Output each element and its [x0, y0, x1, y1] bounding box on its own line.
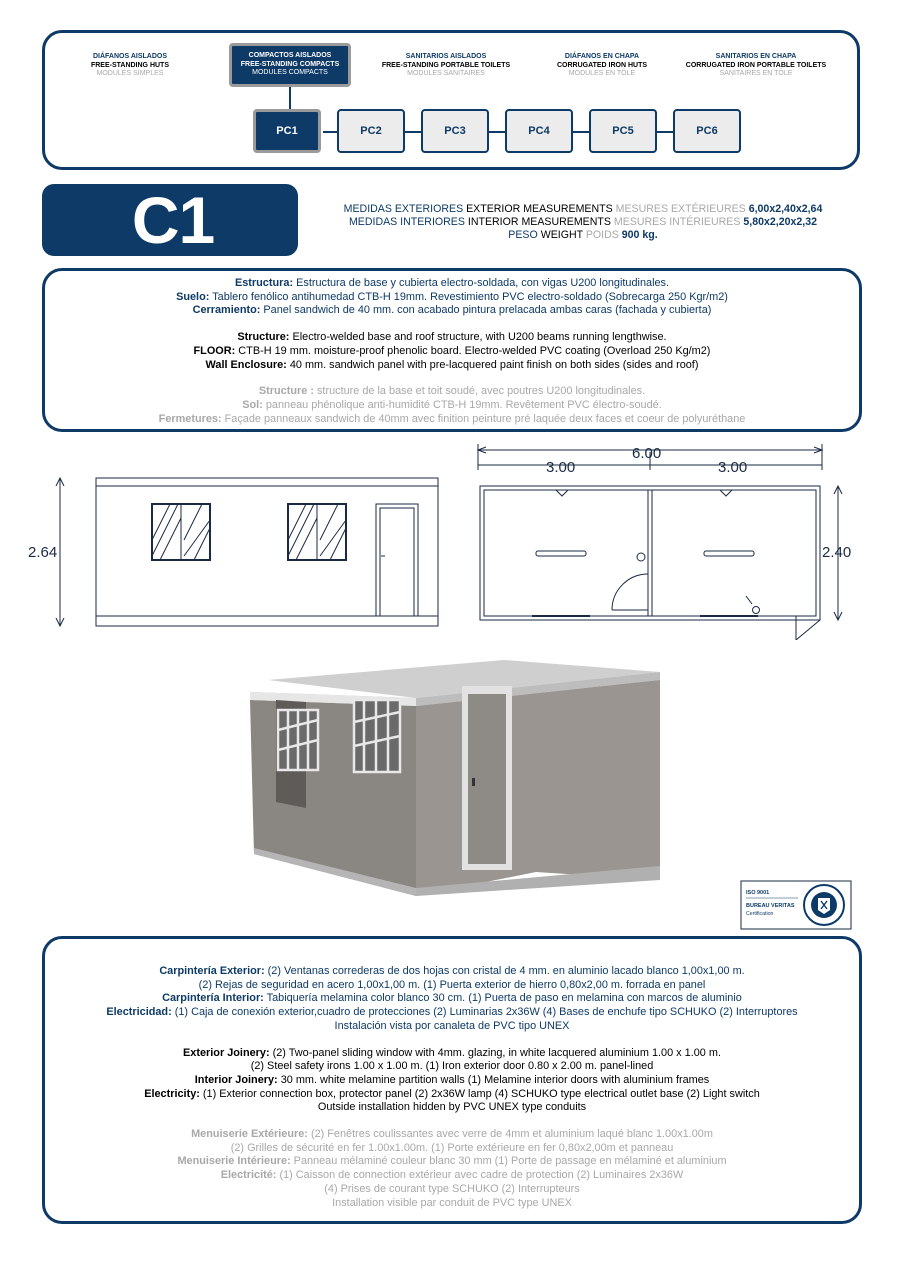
spec-line: Structure: Electro-welded base and roof structure, with U200 beams running lengthwise.	[237, 331, 667, 344]
product-navigation-panel	[42, 30, 860, 170]
category-corrugated-iron-toilets[interactable]: SANITARIOS EN CHAPA CORRUGATED IRON PORTABLE TOILETS SANITAIRES EN TÔLE	[685, 53, 827, 77]
spec-line: Menuiserie Intérieure: Panneau mélaminé couleur blanc 30 mm (1) Porte de passage en mélaminé et aluminium	[177, 1155, 727, 1168]
spec-line: Carpintería Interior: Tabiquería melamina color blanco 30 cm. (1) Puerta de paso en melamina con marcos de aluminio	[162, 992, 742, 1005]
spec-line: Sol: panneau phénolique anti-humidité CTB-H 19mm. Revêtement PVC électro-soudé.	[242, 398, 662, 411]
bureau-veritas-certification-logo	[740, 880, 852, 930]
elevation-drawing	[56, 478, 438, 626]
category-free-standing-compacts[interactable]: COMPACTOS AISLADOS FREE-STANDING COMPACTS MODULES COMPACTS	[229, 43, 351, 87]
model-tab-pc6[interactable]: PC6	[673, 109, 741, 153]
spec-line: Interior Joinery: 30 mm. white melamine partition walls (1) Melamine interior doors with aluminium frames	[194, 1073, 710, 1086]
model-code: C1	[131, 183, 215, 257]
model-tab-pc4[interactable]: PC4	[505, 109, 573, 153]
spec-line: Carpintería Exterior: (2) Ventanas correderas de dos hojas con cristal de 4 mm. en aluminio lacado blanco 1,00x1,00 m.	[159, 965, 745, 977]
product-photo	[236, 658, 666, 898]
total-length-label: 6.00	[632, 445, 662, 462]
cert-company-label: BUREAU VERITAS	[746, 903, 795, 909]
floor-plan-drawing	[478, 444, 842, 640]
spec-line: (2) Grilles de sécurité en fer 1.00x1.00m. (1) Porte extérieure en fer 0,80x2,00m et panneau	[230, 1141, 674, 1154]
spec-line: Wall Enclosure: 40 mm. sandwich panel with pre-lacquered paint finish on both sides (sides and roof)	[205, 358, 699, 371]
height-dimension-label: 2.64	[28, 544, 58, 561]
spec-line: Electricity: (1) Exterior connection box, protector panel (2) 2x36W lamp (4) SCHUKO type electrical outlet base (2) Light switch	[144, 1087, 760, 1100]
width-dimension-label: 2.40	[822, 544, 852, 561]
structure-specs-panel	[42, 268, 862, 432]
measurements-block	[300, 203, 866, 242]
technical-drawings	[0, 440, 906, 640]
half-length-label: 3.00	[718, 459, 748, 476]
bureau-veritas-seal-icon	[804, 885, 844, 925]
category-free-standing-portable-toilets[interactable]: SANITARIOS AISLADOS FREE-STANDING PORTABLE TOILETS MODULES SANITAIRES	[381, 53, 511, 77]
spec-line: FLOOR: CTB-H 19 mm. moisture-proof phenolic board. Electro-welded PVC coating (Overload 250 Kg/m2)	[193, 344, 711, 357]
spec-line: Fermetures: Façade panneaux sandwich de 40mm avec finition peinture pré laquée deux faces et coeur de polyuréthane	[158, 412, 746, 425]
category-corrugated-iron-huts[interactable]: DIÁFANOS EN CHAPA CORRUGATED IRON HUTS MODULES EN TÔLE	[556, 53, 648, 77]
model-tab-pc1[interactable]: PC1	[253, 109, 321, 153]
category-free-standing-huts[interactable]: DIÁFANOS AISLADOS FREE-STANDING HUTS MODULES SIMPLES	[90, 53, 170, 77]
connector-line	[289, 87, 291, 109]
joinery-specs-panel	[42, 936, 862, 1224]
weight: PESO WEIGHT POIDS 900 kg.	[508, 229, 658, 241]
half-length-label: 3.00	[546, 459, 576, 476]
spec-line: Estructura: Estructura de base y cubierta electro-soldada, con vigas U200 longitudinales.	[234, 277, 670, 289]
cert-iso-label: ISO 9001	[746, 890, 770, 896]
exterior-measurements: MEDIDAS EXTERIORES EXTERIOR MEASUREMENTS MESURES EXTÉRIEURES 6,00x2,40x2,64	[343, 203, 823, 215]
spec-line: (2) Steel safety irons 1.00 x 1.00 m. (1) Iron exterior door 0.80 x 2.00 m. panel-lined	[250, 1060, 654, 1073]
interior-measurements: MEDIDAS INTERIORES INTERIOR MEASUREMENTS MESURES INTÉRIEURES 5,80x2,20x2,32	[348, 216, 818, 228]
cert-certification-label: Certification	[746, 911, 774, 917]
spec-line: Structure : structure de la base et toit soudé, avec poutres U200 longitudinales.	[258, 385, 646, 398]
spec-line: Installation visible par conduit de PVC type UNEX	[332, 1196, 572, 1209]
window-right	[354, 700, 400, 772]
spec-line: Electricité: (1) Caisson de connection extérieur avec cadre de protection (2) Luminaires 2x36W	[220, 1169, 684, 1182]
model-tab-pc3[interactable]: PC3	[421, 109, 489, 153]
model-tab-pc2[interactable]: PC2	[337, 109, 405, 153]
entrance-door	[462, 686, 512, 870]
spec-line: Outside installation hidden by PVC UNEX type conduits	[317, 1101, 587, 1114]
spec-line: Electricidad: (1) Caja de conexión exterior,cuadro de protecciones (2) Luminarias 2x36W (4) Bases de enchufe tipo SCHUKO (2) Interruptores	[106, 1006, 798, 1019]
spec-line: Cerramiento: Panel sandwich de 40 mm. con acabado pintura prelacada ambas caras (fachada y cubierta)	[192, 304, 712, 317]
spec-line: (2) Rejas de seguridad en acero 1,00x1,00 m. (1) Puerta exterior de hierro 0,80x2,00 m. forrada en panel	[198, 978, 706, 991]
spec-line: Instalación vista por canaleta de PVC tipo UNEX	[334, 1019, 570, 1032]
model-tab-pc5[interactable]: PC5	[589, 109, 657, 153]
spec-line: (4) Prises de courant type SCHUKO (2) Interrupteurs	[324, 1182, 580, 1195]
spec-line: Menuiserie Extérieure: (2) Fenêtres coulissantes avec verre de 4mm et aluminium laqué blanc 1.00x1.00m	[191, 1128, 713, 1141]
spec-line: Suelo: Tablero fenólico antihumedad CTB-H 19mm. Revestimiento PVC electro-soldado (Sobrecarga 250 Kgr/m2)	[176, 290, 728, 303]
spec-line: Exterior Joinery: (2) Two-panel sliding window with 4mm. glazing, in white lacquered aluminium 1.00 x 1.00 m.	[183, 1046, 721, 1059]
window-left	[278, 710, 318, 770]
